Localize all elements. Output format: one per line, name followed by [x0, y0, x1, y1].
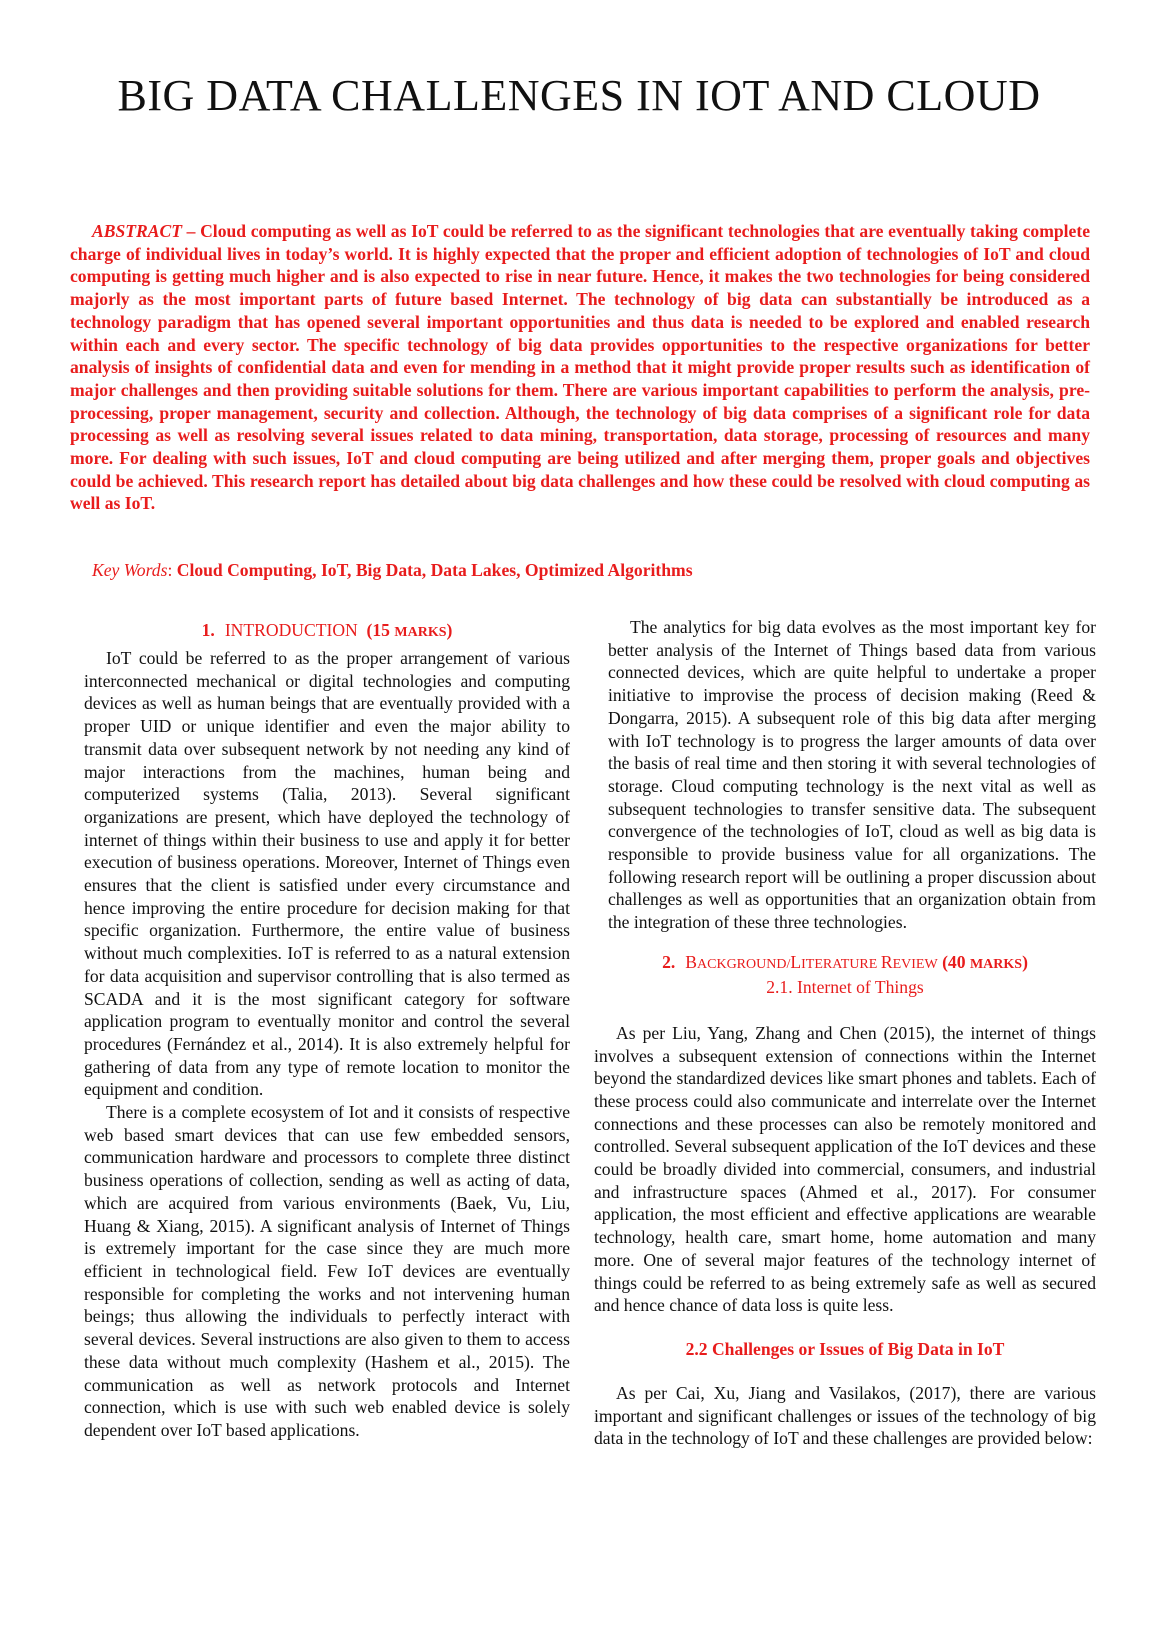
right-column: [594, 617, 1096, 1450]
keywords-list: Cloud Computing, IoT, Big Data, Data Lakes, Optimized Algorithms: [176, 560, 693, 580]
section-2-marks: (40 MARKS): [942, 951, 1028, 972]
subsection-2-1-heading: 2.1. Internet of Things: [766, 976, 924, 997]
section-1-number: 1.: [201, 620, 215, 640]
section-1-heading: [84, 620, 570, 641]
left-column: [84, 620, 570, 1442]
page-title: BIG DATA CHALLENGES IN IOT AND CLOUD: [117, 71, 1041, 120]
section-2-number: 2.: [662, 951, 676, 972]
section-1-marks: (15 MARKS): [366, 620, 453, 640]
iot-paragraph: As per Liu, Yang, Zhang and Chen (2015), the internet of things involves a subsequent extension of connections within the Internet beyond the standardized devices like smart phones and tablets. Each of these process could also communicate and interrelate over the Internet connections and these processes can also be remotely monitored and controlled. Several subsequent application of the IoT devices and these could be broadly divided into commercial, consumers, and industrial and infrastructure spaces (Ahmed et al., 2017). For consumer application, the most efficient and effective applications are wearable technology, health care, smart home, home automation and many more. One of several major features of the technology internet of things could be referred to as being extremely safe as well as secured and hence chance of data loss is quite less.: [594, 1022, 1096, 1316]
analytics-paragraph: The analytics for big data evolves as the most important key for better analysis of the Internet of Things based data from various connected devices, which are quite helpful to undertake a proper initiative to improvise the process of decision making (Reed & Dongarra, 2015). A subsequent role of this big data after merging with IoT technology is to progress the larger amounts of data over the basis of real time and then storing it with several technologies of storage. Cloud computing technology is the next vital as well as subsequent technologies to transfer sensitive data. The subsequent convergence of the technologies of IoT, cloud as well as big data is responsible to provide business value for all organizations. The following research report will be outlining a proper discussion about challenges as well as opportunities that an organization obtain from the integration of these three technologies.: [608, 617, 1096, 933]
challenges-paragraph: As per Cai, Xu, Jiang and Vasilakos, (2017), there are various important and significant challenges or issues of the technology of big data in the technology of IoT and these challenges are provided below:: [594, 1382, 1096, 1449]
section-2-heading: [594, 952, 1096, 973]
keywords: [92, 560, 693, 581]
abstract-dash: –: [181, 221, 201, 241]
intro-paragraph-1: IoT could be referred to as the proper arrangement of various interconnected mechanical or digital technologies and computing devices as well as human beings that are eventually provided with a proper UID or unique identifier and even the major ability to transmit data over subsequent network by not needing any kind of major interactions from the machines, human being and computerized systems (Talia, 2013). Several significant organizations are present, which have deployed the technology of internet of things within their business to use and apply it for better execution of business operations. Moreover, Internet of Things even ensures that the client is satisfied under every circumstance and hence improving the entire procedure for decision making for that specific organization. Furthermore, the entire value of business without much complexities. IoT is referred to as a natural extension for data acquisition and supervisor controlling that is also termed as SCADA and it is the most significant category for software application program to eventually monitor and control the several procedures (Fernández et al., 2014). It is also extremely helpful for gathering of data from any type of remote location to monitor the equipment and condition.: [84, 648, 570, 1100]
intro-paragraph-2: There is a complete ecosystem of Iot and it consists of respective web based smart devices that can use few embedded sensors, communication hardware and processors to complete three distinct business operations of collection, sending as well as acting of data, which are acquired from various environments (Baek, Vu, Liu, Huang & Xiang, 2015). A significant analysis of Internet of Things is extremely important for the case since they are much more efficient in technological field. Few IoT devices are eventually responsible for completing the works and not intervening human beings; thus allowing the individuals to perfectly interact with several devices. Several instructions are also given to them to access these data without much complexity (Hashem et al., 2015). The communication as well as network protocols and Internet connection, which is use with such web enabled device is solely dependent over IoT based applications.: [84, 1102, 570, 1440]
abstract: [70, 220, 1090, 515]
section-1-title: INTRODUCTION: [224, 620, 358, 640]
keywords-sep: :: [167, 560, 177, 580]
abstract-label: ABSTRACT: [92, 221, 182, 241]
section-2-title: BACKGROUND/LITERATURE REVIEW: [685, 951, 938, 972]
abstract-body: Cloud computing as well as IoT could be referred to as the significant technologies that are eventually taking complete charge of individual lives in today’s world. It is highly expected that the proper and efficient adoption of technologies of IoT and cloud computing is getting much higher and is also expected to rise in near future. Hence, it makes the two technologies for being considered majorly as the most important parts of future based Internet. The technology of big data can substantially be introduced as a technology paradigm that has opened several important opportunities and thus data is needed to be explored and enabled research within each and every sector. The specific technology of big data provides opportunities to the respective organizations for better analysis of insights of confidential data and even for mending in a method that it might provide proper results such as identification of major challenges and then providing suitable solutions for them. There are various important capabilities to perform the analysis, pre-processing, proper management, security and collection. Although, the technology of big data comprises of a significant role for data processing as well as resolving several issues related to data mining, transportation, data storage, processing of resources and many more. For dealing with such issues, IoT and cloud computing are being utilized and after merging them, proper goals and objectives could be achieved. This research report has detailed about big data challenges and how these could be resolved with cloud computing as well as IoT.: [70, 221, 1091, 514]
keywords-label: Key Words: [92, 560, 168, 580]
subsection-2-2-heading: 2.2 Challenges or Issues of Big Data in IoT: [685, 1338, 1005, 1359]
